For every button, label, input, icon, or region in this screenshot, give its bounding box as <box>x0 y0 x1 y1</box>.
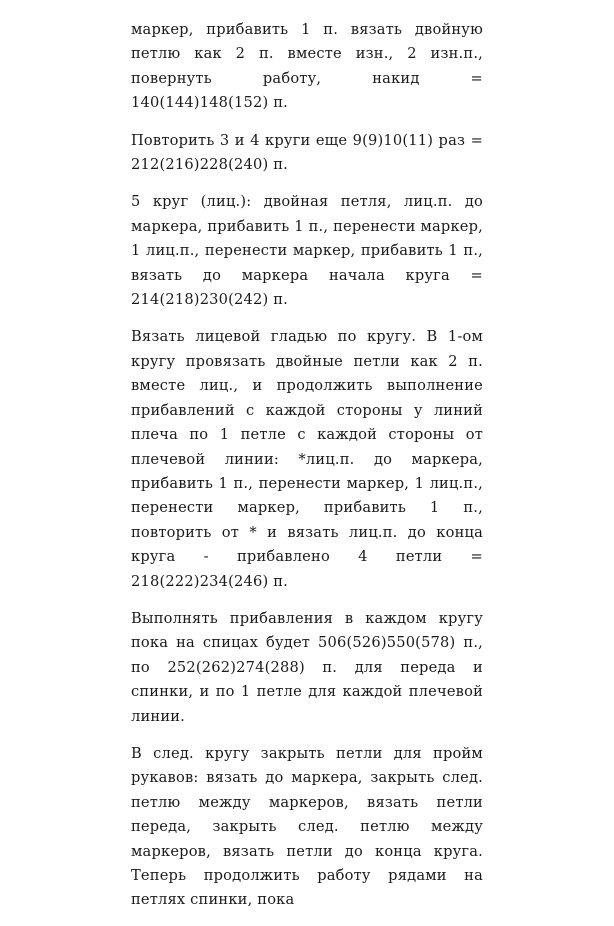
paragraph-1: маркер, прибавить 1 п. вязать двойную петлю как 2 п. вместе изн., 2 изн.п., повернуть работу, накид = 140(144)148(152) п. <box>131 21 483 112</box>
paragraph-2: Повторить 3 и 4 круги еще 9(9)10(11) раз = 212(216)228(240) п. <box>131 131 483 174</box>
paragraph-3: 5 круг (лиц.): двойная петля, лиц.п. до маркера, прибавить 1 п., перенести маркер, 1 лиц.п., перенести маркер, прибавить 1 п., вязать до маркера начала круга = 214(218)230(242) п. <box>131 193 483 309</box>
paragraph-5: Выполнять прибавления в каждом кругу пока на спицах будет 506(526)550(578) п., по 252(262)274(288) п. для переда и спинки, и по 1 петле для каждой плечевой линии. <box>131 609 483 725</box>
document-body <box>131 18 483 926</box>
paragraph-6: В след. кругу закрыть петли для пройм рукавов: вязать до маркера, закрыть след. петлю между маркеров, вязать петли переда, закрыть след. петлю между маркеров, вязать петли до конца круга. Теперь продолжить работу рядами на петлях спинки, пока <box>131 744 483 909</box>
paragraph-4: Вязать лицевой гладью по кругу. В 1-ом кругу провязать двойные петли как 2 п. вместе лиц., и продолжить выполнение прибавлений с каждой стороны у линий плеча по 1 петле с каждой стороны от плечевой линии: *лиц.п. до маркера, прибавить 1 п., перенести маркер, 1 лиц.п., перенести маркер, прибавить 1 п., повторить от * и вязать лиц.п. до конца круга - прибавлено 4 петли = 218(222)234(246) п. <box>131 328 483 590</box>
